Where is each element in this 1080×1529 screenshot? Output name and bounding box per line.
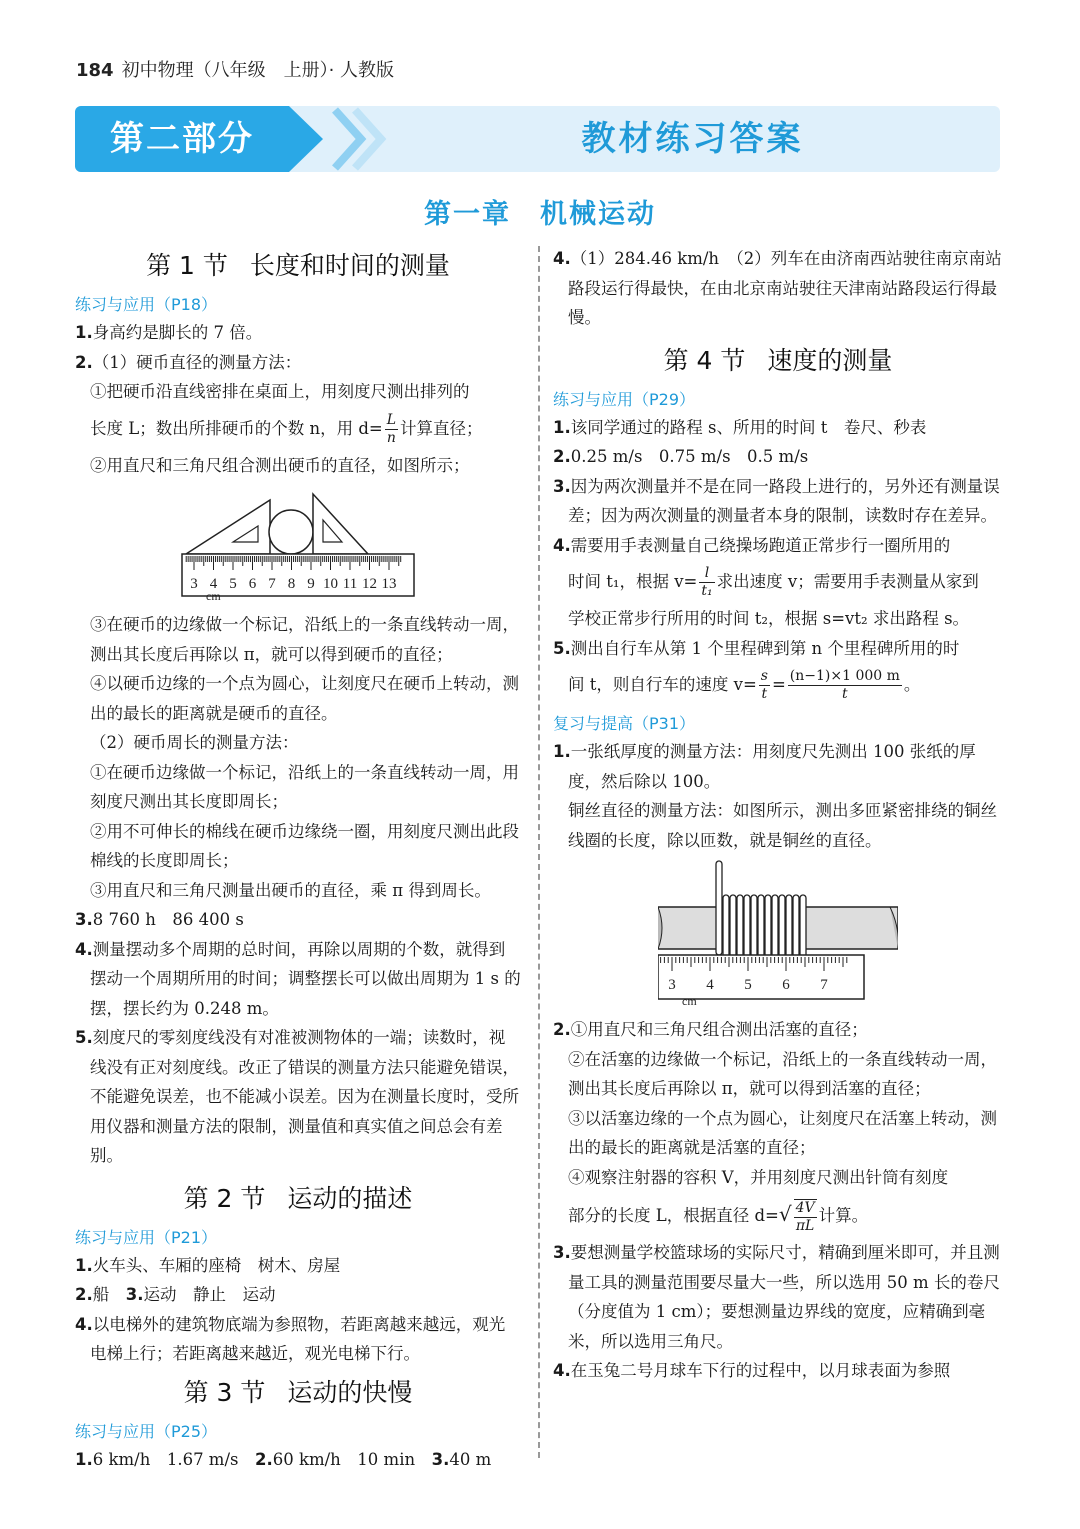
answer-text: 火车头、车厢的座椅 树木、房屋: [92, 1255, 341, 1275]
answer-item: 1.火车头、车厢的座椅 树木、房屋: [75, 1255, 341, 1275]
ruler-number: 8: [287, 576, 296, 592]
coil-diagram: [658, 859, 898, 1007]
ruler-number: 13: [381, 576, 397, 592]
coil-winding: [758, 895, 764, 959]
answer-text: 测量摆动多个周期的总时间，再除以周期的个数，就得到摆动一个周期所用的时间；调整摆长可以做出周期为 1 s 的摆，摆长约为 0.248 m。: [90, 939, 521, 1018]
ruler-number: 11: [342, 576, 358, 592]
answer-text: 求出速度 v；需要用手表测量从家到: [716, 572, 979, 591]
left-column: [75, 244, 521, 1474]
part-label: 第二部分: [75, 106, 289, 172]
answer-text: 。: [903, 675, 921, 694]
answer-item: 3.8 760 h 86 400 s: [75, 910, 244, 929]
answer-text: ②用不可伸长的棉线在硬币边缘绕一圈，用刻度尺测出此段棉线的长度即周长；: [90, 821, 519, 870]
answer-text: ②在活塞的边缘做一个标记，沿纸上的一条直线转动一周，测出其长度后再除以 π，就可以得到活塞的直径；: [568, 1049, 997, 1098]
answer-text: （1）284.46 km/h （2）列车在由济南西站驶往南京南站路段运行得最快，在由北京南站驶往天津南站路段运行得最慢。: [568, 249, 1002, 327]
fraction-numerator: l: [699, 565, 714, 583]
ruler-number: 4: [209, 576, 218, 592]
coil-winding: [737, 895, 743, 959]
ruler-triangle-coin-figure: [75, 484, 521, 606]
fraction: [794, 1199, 817, 1235]
answer-item: 1.6 km/h 1.67 m/s 2.60 km/h 10 min 3.40 m: [75, 1449, 492, 1469]
coil-winding: [716, 861, 722, 955]
answer-text: 要想测量学校篮球场的实际尺寸，精确到厘米即可，并且测量工具的测量范围要尽量大一些，所以选用 50 m 长的卷尺（分度值为 1 cm）；要想测量边界线的宽度，应精确到毫米，所以选用三角尺。: [568, 1243, 1000, 1351]
answer-text: 身高约是脚长的 7 倍。: [92, 323, 263, 342]
answer-item: 4.（1）284.46 km/h （2）列车在由济南西站驶往南京南站路段运行得最快，在由北京南站驶往天津南站路段运行得最慢。: [553, 249, 1002, 327]
column-divider: [538, 246, 540, 1458]
answer-text: 一张纸厚度的测量方法：用刻度尺先测出 100 张纸的厚度，然后除以 100。: [568, 742, 976, 791]
answer-item: 2.船 3.运动 静止 运动: [75, 1285, 276, 1304]
section-number: 第 4 节: [663, 345, 746, 375]
ruler-number: 4: [706, 977, 714, 993]
answer-text: 间 t，则自行车的速度 v=: [568, 675, 757, 694]
answer-text: 长度 L；数出所排硬币的个数 n，用 d=: [90, 418, 383, 438]
section-number: 第 1 节: [146, 251, 228, 280]
ruler-number: 9: [307, 576, 315, 592]
answer-item: 1.身高约是脚长的 7 倍。: [75, 323, 263, 342]
ruler-number: 7: [820, 977, 828, 993]
section-heading: [553, 341, 1003, 377]
coil-winding: [765, 895, 771, 959]
review-heading: 复习与提高（P31）: [553, 714, 696, 733]
answer-item: 1.一张纸厚度的测量方法：用刻度尺先测出 100 张纸的厚度，然后除以 100。: [553, 742, 976, 791]
practice-heading: 练习与应用（P29）: [553, 389, 696, 409]
fraction-denominator: t: [842, 686, 848, 702]
ruler-number: 7: [268, 576, 276, 592]
ruler-number: 5: [229, 576, 237, 592]
coil-winding: [751, 895, 757, 959]
answer-text: 计算。: [818, 1206, 869, 1225]
section-name: 运动的快慢: [287, 1377, 413, 1407]
answer-text: 在玉兔二号月球车下行的过程中，以月球表面为参照: [570, 1361, 951, 1380]
fraction-denominator: t₁: [701, 583, 713, 599]
answer-text: 部分的长度 L，根据直径 d=: [568, 1206, 779, 1225]
answer-text: 学校正常步行所用的时间 t₂，根据 s=vt₂ 求出路程 s。: [568, 609, 970, 628]
answer-formula-line: [553, 1192, 1003, 1238]
right-column: [553, 244, 1003, 1386]
part-banner: [75, 106, 1000, 172]
answer-item: 4.以电梯外的建筑物底端为参照物，若距离越来越远，观光电梯上行；若距离越来越近，观光电梯下行。: [75, 1314, 506, 1363]
fraction: [699, 565, 714, 600]
section-heading: [75, 1179, 521, 1215]
section-heading: [75, 1373, 521, 1409]
answer-text: ④观察注射器的容积 V，并用刻度尺测出针筒有刻度: [568, 1167, 949, 1187]
ruler-number: 3: [190, 576, 198, 592]
answer-text: 0.25 m/s 0.75 m/s 0.5 m/s: [570, 447, 809, 466]
banner-title: 教材练习答案: [581, 119, 804, 159]
section-name: 长度和时间的测量: [249, 251, 450, 280]
practice-heading: 练习与应用（P21）: [75, 1227, 218, 1247]
chapter-title: 第一章 机械运动: [424, 199, 656, 230]
section-name: 运动的描述: [287, 1183, 413, 1213]
copper-wire-coil-figure: [553, 859, 1003, 1011]
ruler-unit: cm: [682, 994, 697, 1007]
answer-text: 铜丝直径的测量方法：如图所示，测出多匝紧密排绕的铜丝线圈的长度，除以匝数，就是铜丝的直径。: [568, 801, 997, 850]
ruler-number: 6: [782, 977, 790, 993]
answer-text: 测出自行车从第 1 个里程碑到第 n 个里程碑所用的时: [570, 638, 960, 658]
answer-text: ①把硬币沿直线密排在桌面上，用刻度尺测出排列的: [90, 382, 470, 401]
answer-text: （1）硬币直径的测量方法：: [92, 352, 302, 372]
answer-text: 刻度尺的零刻度线没有对准被测物体的一端；读数时，视线没有正对刻度线。改正了错误的测量方法只能避免错误，不能避免误差，也不能减小误差。因为在测量长度时，受所用仪器和测量方法的限制，测量值和真实值之间总会有差别。: [90, 1028, 519, 1165]
practice-heading: 练习与应用（P25）: [75, 1421, 218, 1441]
answer-item: 4.需要用手表测量自己绕操场跑道正常步行一圈所用的: [553, 535, 951, 555]
section-heading: [75, 246, 521, 282]
answer-formula-line: [553, 663, 1003, 707]
answer-text: 计算直径；: [400, 418, 483, 438]
coil-winding: [744, 895, 750, 959]
section-name: 速度的测量: [767, 345, 893, 375]
fraction-denominator: πL: [795, 1217, 815, 1234]
practice-heading: 练习与应用（P18）: [75, 295, 218, 314]
answer-text: ③用直尺和三角尺测量出硬币的直径，乘 π 得到周长。: [90, 880, 491, 900]
fraction: [788, 668, 902, 703]
answer-item: 4.在玉兔二号月球车下行的过程中，以月球表面为参照: [553, 1361, 951, 1380]
answer-text: ③以活塞边缘的一个点为圆心，让刻度尺在活塞上转动，测出的最长的距离就是活塞的直径；: [568, 1108, 997, 1157]
fraction: [385, 412, 398, 447]
answer-text: 60 km/h 10 min: [272, 1449, 416, 1469]
answer-text: 时间 t₁，根据 v=: [568, 572, 698, 591]
answer-item: 1.该同学通过的路程 s、所用的时间 t 卷尺、秒表: [553, 417, 927, 437]
double-chevron-icon: [331, 106, 391, 172]
coil-winding: [723, 895, 729, 959]
chevron-icon: [289, 106, 323, 172]
coil-winding: [730, 895, 736, 959]
coil-winding: [786, 895, 792, 959]
coil-winding: [800, 895, 806, 959]
page-number: 184: [76, 60, 114, 81]
answer-text: ①用直尺和三角尺组合测出活塞的直径；: [570, 1020, 868, 1039]
fraction-numerator: s: [760, 668, 768, 684]
coil-winding: [779, 895, 785, 959]
answer-item: 3.因为两次测量并不是在同一路段上进行的，另外还有测量误差；因为两次测量的测量者本身的限制，读数时存在差异。: [553, 476, 1000, 525]
ruler-unit: cm: [206, 589, 221, 602]
answer-text: ②用直尺和三角尺组合测出硬币的直径，如图所示；: [90, 455, 470, 475]
ruler-number: 3: [668, 977, 676, 993]
answer-text: 8 760 h 86 400 s: [92, 910, 244, 929]
answer-item: 2.0.25 m/s 0.75 m/s 0.5 m/s: [553, 447, 809, 466]
answer-text: ④以硬币边缘的一个点为圆心，让刻度尺在硬币上转动，测出的最长的距离就是硬币的直径。: [90, 674, 519, 723]
answer-text: 6 km/h 1.67 m/s: [92, 1449, 239, 1469]
answer-formula-line: [553, 560, 1003, 604]
fraction-numerator: (n−1)×1 000 m: [789, 668, 900, 684]
answer-text: ①在硬币边缘做一个标记，沿纸上的一条直线转动一周，用刻度尺测出其长度即周长；: [90, 762, 519, 811]
coil-winding: [772, 895, 778, 959]
answer-item: 5.刻度尺的零刻度线没有对准被测物体的一端；读数时，视线没有正对刻度线。改正了错误的测量方法只能避免错误，不能避免误差，也不能减小误差。因为在测量长度时，受所用仪器和测量方法的限制，测量值和真实值之间总会有差别。: [75, 1028, 519, 1165]
section-number: 第 3 节: [183, 1377, 266, 1407]
answer-formula-line: [75, 407, 521, 451]
running-head: [76, 56, 394, 82]
answer-text: ③在硬币的边缘做一个标记，沿纸上的一条直线转动一周，测出其长度后再除以 π，就可以得到硬币的直径；: [90, 615, 519, 664]
section-number: 第 2 节: [183, 1183, 266, 1213]
fraction-numerator: 4V: [795, 1199, 815, 1216]
ruler-number: 6: [248, 576, 257, 592]
fraction: [759, 668, 770, 703]
answer-text: 以电梯外的建筑物底端为参照物，若距离越来越远，观光电梯上行；若距离越来越近，观光电梯下行。: [90, 1314, 506, 1363]
ruler-number: 12: [362, 576, 377, 592]
fraction-numerator: L: [386, 411, 397, 428]
answer-item: 5.测出自行车从第 1 个里程碑到第 n 个里程碑所用的时: [553, 638, 960, 658]
answer-text: 该同学通过的路程 s、所用的时间 t 卷尺、秒表: [570, 417, 927, 437]
answer-item: 2.①用直尺和三角尺组合测出活塞的直径；: [553, 1020, 868, 1039]
ruler-number: 5: [744, 977, 752, 993]
answer-item: 2.（1）硬币直径的测量方法：: [75, 352, 302, 372]
book-title: 初中物理（八年级 上册）· 人教版: [121, 60, 395, 81]
answer-text: 需要用手表测量自己绕操场跑道正常步行一圈所用的: [570, 535, 951, 555]
answer-text: 40 m: [449, 1449, 492, 1469]
fraction-denominator: n: [386, 429, 396, 446]
sqrt-sign: √: [778, 1202, 792, 1226]
answer-item: 3.要想测量学校篮球场的实际尺寸，精确到厘米即可，并且测量工具的测量范围要尽量大一些，所以选用 50 m 长的卷尺（分度值为 1 cm）；要想测量边界线的宽度，应精确到毫米，所以选用三角尺。: [553, 1243, 1000, 1351]
fraction-denominator: t: [761, 686, 768, 702]
ruler-diagram: [178, 484, 418, 602]
answer-text: （2）硬币周长的测量方法：: [90, 733, 299, 752]
ruler-number: 10: [323, 576, 338, 592]
answer-text: 船: [92, 1285, 110, 1304]
answer-text: 运动 静止 运动: [143, 1285, 276, 1304]
equals-sign: =: [771, 675, 786, 694]
answer-text: 因为两次测量并不是在同一路段上进行的，另外还有测量误差；因为两次测量的测量者本身的限制，读数时存在差异。: [568, 476, 1000, 525]
answer-item: 4.测量摆动多个周期的总时间，再除以周期的个数，就得到摆动一个周期所用的时间；调整摆长可以做出周期为 1 s 的摆，摆长约为 0.248 m。: [75, 939, 521, 1018]
coil-winding: [793, 895, 799, 959]
